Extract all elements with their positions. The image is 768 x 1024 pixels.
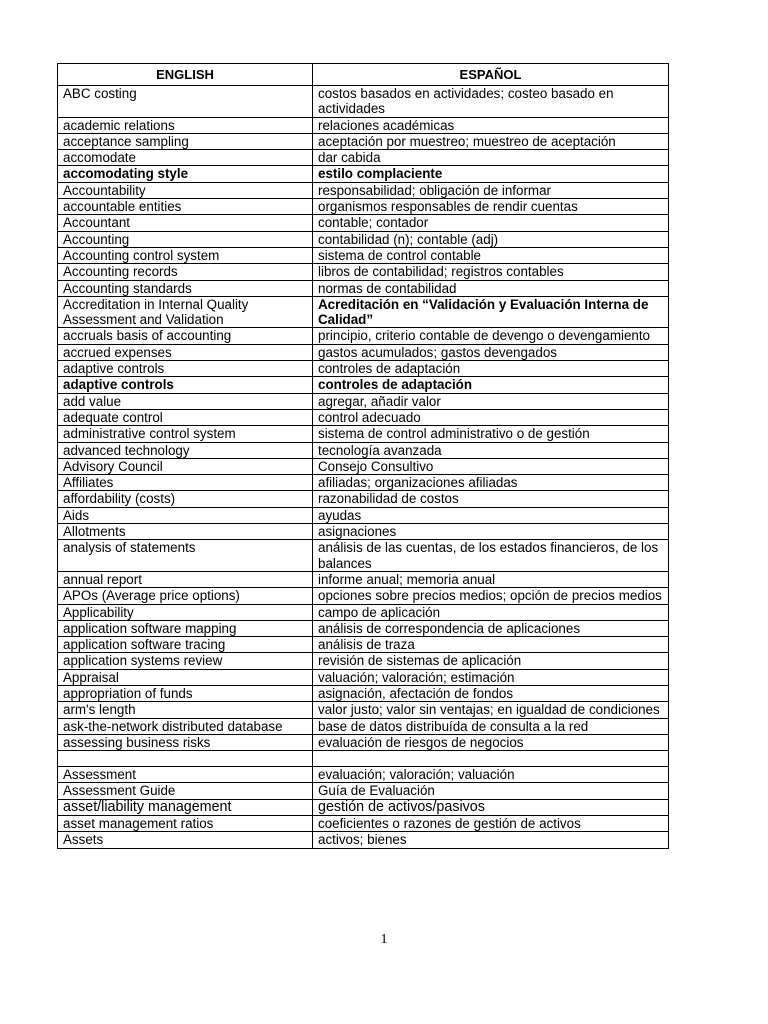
table-row — [58, 637, 669, 653]
column-header-spanish: ESPAÑOL — [313, 64, 669, 86]
english-term: Allotments — [58, 524, 313, 540]
table-row — [58, 199, 669, 215]
spanish-term: costos basados en actividades; costeo basado en actividades — [313, 86, 669, 118]
english-term: APOs (Average price options) — [58, 588, 313, 604]
table-row — [58, 166, 669, 182]
spanish-term: valor justo; valor sin ventajas; en igualdad de condiciones — [313, 702, 669, 718]
table-row — [58, 377, 669, 393]
table-row — [58, 409, 669, 425]
english-term: acceptance sampling — [58, 133, 313, 149]
table-row — [58, 150, 669, 166]
table-row — [58, 133, 669, 149]
spanish-term: gastos acumulados; gastos devengados — [313, 344, 669, 360]
english-term: accomodate — [58, 150, 313, 166]
table-row — [58, 653, 669, 669]
english-term: application software mapping — [58, 620, 313, 636]
english-term: Accountability — [58, 182, 313, 198]
english-term — [58, 751, 313, 767]
spanish-term: análisis de correspondencia de aplicaciones — [313, 620, 669, 636]
table-row — [58, 215, 669, 231]
spanish-term: sistema de control administrativo o de gestión — [313, 426, 669, 442]
table-row — [58, 344, 669, 360]
table-row — [58, 182, 669, 198]
spanish-term: activos; bienes — [313, 832, 669, 848]
spanish-term: evaluación; valoración; valuación — [313, 767, 669, 783]
table-row — [58, 247, 669, 263]
table-row — [58, 475, 669, 491]
english-term: affordability (costs) — [58, 491, 313, 507]
english-term: Accounting control system — [58, 247, 313, 263]
table-row — [58, 393, 669, 409]
table-row — [58, 685, 669, 701]
english-term: Accounting standards — [58, 280, 313, 296]
table-row — [58, 604, 669, 620]
spanish-term: normas de contabilidad — [313, 280, 669, 296]
table-row — [58, 296, 669, 328]
column-header-english: ENGLISH — [58, 64, 313, 86]
table-row — [58, 361, 669, 377]
table-row — [58, 832, 669, 848]
table-row — [58, 442, 669, 458]
table-row — [58, 702, 669, 718]
english-term: analysis of statements — [58, 540, 313, 572]
table-row — [58, 86, 669, 118]
table-row — [58, 426, 669, 442]
glossary-table — [57, 63, 669, 849]
table-row — [58, 264, 669, 280]
english-term: ABC costing — [58, 86, 313, 118]
table-row — [58, 524, 669, 540]
english-term: academic relations — [58, 117, 313, 133]
english-term: Applicability — [58, 604, 313, 620]
table-row — [58, 231, 669, 247]
table-row — [58, 571, 669, 587]
spanish-term: sistema de control contable — [313, 247, 669, 263]
english-term: adequate control — [58, 409, 313, 425]
english-term: advanced technology — [58, 442, 313, 458]
table-row — [58, 507, 669, 523]
english-term: adaptive controls — [58, 377, 313, 393]
spanish-term: asignaciones — [313, 524, 669, 540]
spanish-term: asignación, afectación de fondos — [313, 685, 669, 701]
spanish-term: coeficientes o razones de gestión de activos — [313, 816, 669, 832]
header-row — [58, 64, 669, 86]
table-row — [58, 458, 669, 474]
english-term: accomodating style — [58, 166, 313, 182]
english-term: arm's length — [58, 702, 313, 718]
table-row — [58, 280, 669, 296]
english-term: annual report — [58, 571, 313, 587]
table-row — [58, 734, 669, 750]
english-term: adaptive controls — [58, 361, 313, 377]
spanish-term: tecnología avanzada — [313, 442, 669, 458]
english-term: Assessment Guide — [58, 783, 313, 799]
english-term: Accounting — [58, 231, 313, 247]
english-term: Accreditation in Internal Quality Assessment and Validation — [58, 296, 313, 328]
english-term: accountable entities — [58, 199, 313, 215]
english-term: asset management ratios — [58, 816, 313, 832]
table-row — [58, 491, 669, 507]
spanish-term: ayudas — [313, 507, 669, 523]
spanish-term: base de datos distribuída de consulta a la red — [313, 718, 669, 734]
spanish-term: relaciones académicas — [313, 117, 669, 133]
english-term: accrued expenses — [58, 344, 313, 360]
spanish-term: organismos responsables de rendir cuentas — [313, 199, 669, 215]
spanish-term: campo de aplicación — [313, 604, 669, 620]
spanish-term: análisis de traza — [313, 637, 669, 653]
english-term: administrative control system — [58, 426, 313, 442]
table-row — [58, 718, 669, 734]
english-term: asset/liability management — [58, 799, 313, 815]
english-term: ask-the-network distributed database — [58, 718, 313, 734]
english-term: application systems review — [58, 653, 313, 669]
english-term: Affiliates — [58, 475, 313, 491]
spanish-term: opciones sobre precios medios; opción de precios medios — [313, 588, 669, 604]
spanish-term: gestión de activos/pasivos — [313, 799, 669, 815]
glossary-body — [58, 86, 669, 849]
spanish-term: estilo complaciente — [313, 166, 669, 182]
spanish-term: dar cabida — [313, 150, 669, 166]
table-row — [58, 328, 669, 344]
spanish-term: principio, criterio contable de devengo o devengamiento — [313, 328, 669, 344]
table-row — [58, 117, 669, 133]
spanish-term: contabilidad (n); contable (adj) — [313, 231, 669, 247]
english-term: appropriation of funds — [58, 685, 313, 701]
table-row — [58, 588, 669, 604]
table-row — [58, 816, 669, 832]
english-term: Assets — [58, 832, 313, 848]
english-term: Aids — [58, 507, 313, 523]
spanish-term: informe anual; memoria anual — [313, 571, 669, 587]
spanish-term: responsabilidad; obligación de informar — [313, 182, 669, 198]
english-term: Accounting records — [58, 264, 313, 280]
table-row — [58, 669, 669, 685]
spanish-term: afiliadas; organizaciones afiliadas — [313, 475, 669, 491]
english-term: assessing business risks — [58, 734, 313, 750]
english-term: Appraisal — [58, 669, 313, 685]
spanish-term: Guía de Evaluación — [313, 783, 669, 799]
spanish-term: agregar, añadir valor — [313, 393, 669, 409]
spanish-term: análisis de las cuentas, de los estados financieros, de los balances — [313, 540, 669, 572]
english-term: Advisory Council — [58, 458, 313, 474]
spanish-term: controles de adaptación — [313, 377, 669, 393]
spanish-term: contable; contador — [313, 215, 669, 231]
table-row — [58, 799, 669, 815]
spanish-term — [313, 751, 669, 767]
table-row — [58, 751, 669, 767]
spanish-term: control adecuado — [313, 409, 669, 425]
spanish-term: valuación; valoración; estimación — [313, 669, 669, 685]
spanish-term: libros de contabilidad; registros contables — [313, 264, 669, 280]
spanish-term: controles de adaptación — [313, 361, 669, 377]
page-number: 1 — [380, 932, 388, 947]
spanish-term: aceptación por muestreo; muestreo de aceptación — [313, 133, 669, 149]
table-row — [58, 767, 669, 783]
spanish-term: Consejo Consultivo — [313, 458, 669, 474]
english-term: accruals basis of accounting — [58, 328, 313, 344]
english-term: add value — [58, 393, 313, 409]
table-row — [58, 540, 669, 572]
spanish-term: razonabilidad de costos — [313, 491, 669, 507]
spanish-term: Acreditación en “Validación y Evaluación Interna de Calidad” — [313, 296, 669, 328]
spanish-term: evaluación de riesgos de negocios — [313, 734, 669, 750]
table-row — [58, 783, 669, 799]
english-term: Accountant — [58, 215, 313, 231]
english-term: application software tracing — [58, 637, 313, 653]
spanish-term: revisión de sistemas de aplicación — [313, 653, 669, 669]
table-row — [58, 620, 669, 636]
english-term: Assessment — [58, 767, 313, 783]
